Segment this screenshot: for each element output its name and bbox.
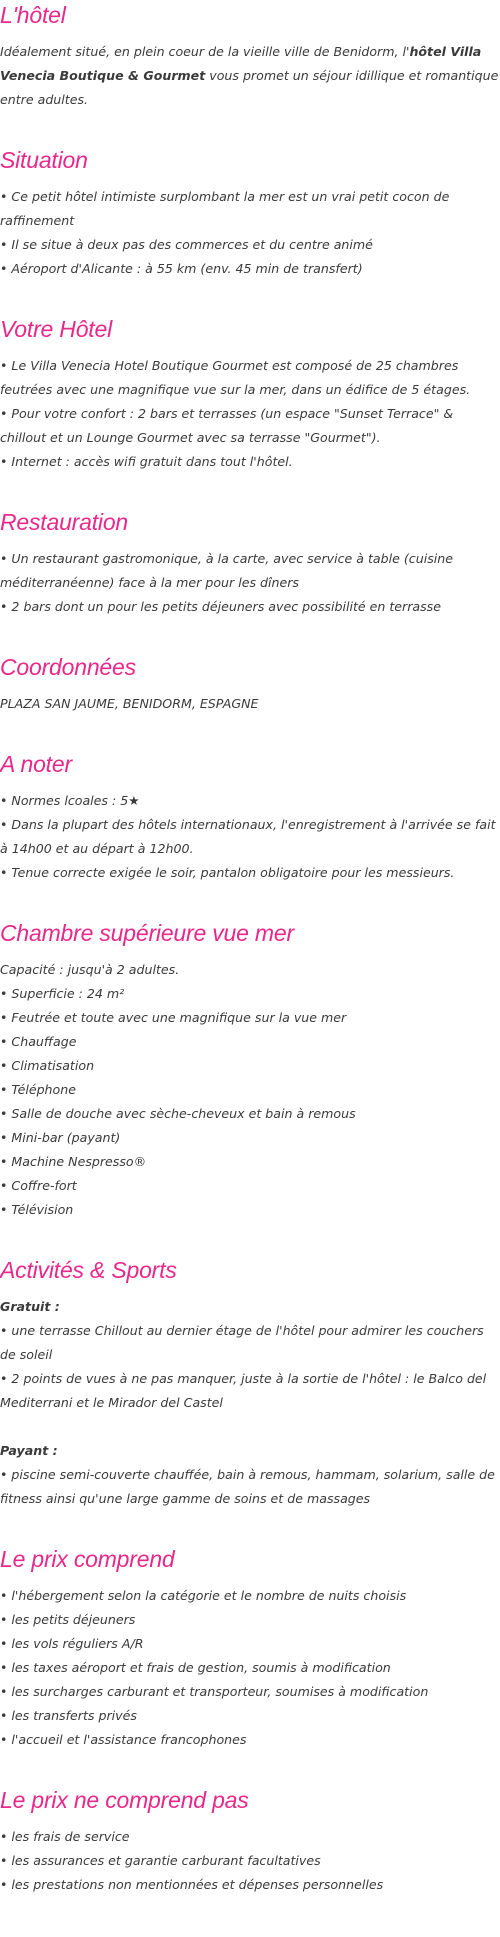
restauration-heading: Restauration <box>0 509 129 535</box>
gratuit-item: • une terrasse Chillout au dernier étage de l'hôtel pour admirer les couchers de soleil <box>0 1323 484 1362</box>
section-hotel <box>0 0 500 112</box>
payant-item: • piscine semi-couverte chauffée, bain à remous, hammam, solarium, salle de fitness ainsi qu'une large gamme de soins et de massages <box>0 1467 495 1506</box>
chambre-item: • Climatisation <box>0 1058 95 1073</box>
section-situation <box>0 145 500 281</box>
chambre-item: • Coffre-fort <box>0 1178 77 1193</box>
gratuit-item: • 2 points de vues à ne pas manquer, juste à la sortie de l'hôtel : le Balco del Mediterrani et le Mirador del Castel <box>0 1371 487 1410</box>
votre-hotel-heading: Votre Hôtel <box>0 316 113 342</box>
coordonnees-heading: Coordonnées <box>0 654 136 680</box>
a-noter-item: • Dans la plupart des hôtels internationaux, l'enregistrement à l'arrivée se fait à 14h00 et au départ à 12h00. <box>0 817 496 856</box>
votre-hotel-item: • Pour votre confort : 2 bars et terrasses (un espace "Sunset Terrace" & chillout et un Lounge Gourmet avec sa terrasse "Gourmet"). <box>0 406 454 445</box>
prix-comprend-heading: Le prix comprend <box>0 1546 175 1572</box>
prix-comprend-item: • l'hébergement selon la catégorie et le nombre de nuits choisis <box>0 1588 407 1603</box>
prix-ne-comprend-pas-item: • les frais de service <box>0 1829 130 1844</box>
hotel-intro <box>0 40 500 112</box>
chambre-item: • Feutrée et toute avec une magnifique sur la vue mer <box>0 1010 347 1025</box>
section-prix-ne-comprend-pas <box>0 1785 500 1897</box>
payant-label <box>0 1439 500 1463</box>
chambre-item: • Superficie : 24 m² <box>0 986 125 1001</box>
votre-hotel-item: • Le Villa Venecia Hotel Boutique Gourmet est composé de 25 chambres feutrées avec une magnifique vue sur la mer, dans un édifice de 5 étages. <box>0 358 471 397</box>
address: PLAZA SAN JAUME, BENIDORM, ESPAGNE <box>0 696 259 711</box>
section-prix-comprend <box>0 1544 500 1752</box>
situation-item: • Il se situe à deux pas des commerces et du centre animé <box>0 237 373 252</box>
chambre-item: Capacité : jusqu'à 2 adultes. <box>0 962 180 977</box>
prix-ne-comprend-pas-item: • les assurances et garantie carburant facultatives <box>0 1853 321 1868</box>
chambre-item: • Mini-bar (payant) <box>0 1130 121 1145</box>
hotel-intro-end: vous promet un séjour idillique et romantique entre adultes. <box>0 68 499 107</box>
votre-hotel-item: • Internet : accès wifi gratuit dans tout l'hôtel. <box>0 454 293 469</box>
chambre-item: • Chauffage <box>0 1034 77 1049</box>
section-votre-hotel <box>0 314 500 474</box>
section-a-noter <box>0 749 500 885</box>
restauration-item: • 2 bars dont un pour les petits déjeuners avec possibilité en terrasse <box>0 599 441 614</box>
hotel-name: hôtel Villa Venecia Boutique & Gourmet <box>0 44 482 83</box>
prix-ne-comprend-pas-heading: Le prix ne comprend pas <box>0 1787 249 1813</box>
a-noter-heading: A noter <box>0 751 72 777</box>
prix-ne-comprend-pas-item: • les prestations non mentionnées et dépenses personnelles <box>0 1877 384 1892</box>
restauration-item: • Un restaurant gastromonique, à la carte, avec service à table (cuisine méditerranéenne) face à la mer pour les dîners <box>0 551 453 590</box>
chambre-item: • Salle de douche avec sèche-cheveux et bain à remous <box>0 1106 356 1121</box>
chambre-heading: Chambre supérieure vue mer <box>0 920 294 946</box>
activites-heading: Activités & Sports <box>0 1257 177 1283</box>
prix-comprend-item: • les petits déjeuners <box>0 1612 136 1627</box>
payant-label-text: Payant : <box>0 1443 58 1458</box>
section-coordonnees <box>0 652 500 716</box>
prix-comprend-item: • les surcharges carburant et transporteur, soumises à modification <box>0 1684 429 1699</box>
prix-comprend-item: • les taxes aéroport et frais de gestion, soumis à modification <box>0 1660 391 1675</box>
hotel-intro-start: Idéalement situé, en plein coeur de la vieille ville de Benidorm, l' <box>0 44 410 59</box>
chambre-item: • Télévision <box>0 1202 74 1217</box>
a-noter-item: • Tenue correcte exigée le soir, pantalon obligatoire pour les messieurs. <box>0 865 455 880</box>
chambre-item: • Téléphone <box>0 1082 76 1097</box>
prix-comprend-item: • les transferts privés <box>0 1708 137 1723</box>
prix-comprend-item: • les vols réguliers A/R <box>0 1636 144 1651</box>
gratuit-label-text: Gratuit : <box>0 1299 60 1314</box>
chambre-item: • Machine Nespresso® <box>0 1154 147 1169</box>
section-chambre <box>0 918 500 1222</box>
section-activites <box>0 1255 500 1511</box>
prix-comprend-item: • l'accueil et l'assistance francophones <box>0 1732 247 1747</box>
situation-heading: Situation <box>0 147 88 173</box>
gratuit-label <box>0 1295 500 1319</box>
situation-item: • Ce petit hôtel intimiste surplombant la mer est un vrai petit cocon de raffinement <box>0 189 450 228</box>
situation-item: • Aéroport d'Alicante : à 55 km (env. 45 min de transfert) <box>0 261 363 276</box>
section-restauration <box>0 507 500 619</box>
hotel-heading: L'hôtel <box>0 2 66 28</box>
a-noter-item: • Normes lcoales : 5★ <box>0 793 140 808</box>
